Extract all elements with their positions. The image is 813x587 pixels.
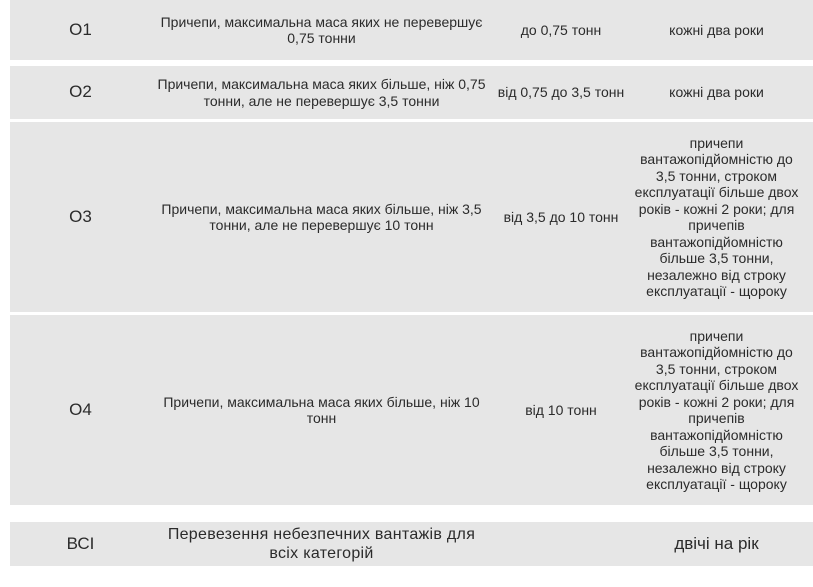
table-row-o2 (10, 66, 813, 119)
inspection-frequency: причепи вантажопідйомністю до 3,5 тонни, строком експлуатації більше двох років - кожні 2 роки; для причепів вантажопідйомністю більше 3,5 тонни, незалежно від строку експлуатації - щороку (634, 134, 799, 299)
category-code: O2 (69, 82, 92, 102)
max-mass: від 3,5 до 10 тонн (503, 208, 619, 225)
table-row-o3 (10, 122, 813, 312)
max-mass: від 0,75 до 3,5 тонн (497, 84, 625, 101)
category-code: O3 (69, 206, 92, 226)
category-code: O4 (69, 399, 92, 419)
category-code: O1 (69, 19, 92, 39)
max-mass: від 10 тонн (525, 401, 597, 418)
max-mass (492, 522, 630, 566)
inspection-frequency: кожні два роки (669, 84, 764, 101)
category-description: Перевезення небезпечних вантажів для всіх категорій (167, 526, 476, 562)
category-description: Причепи, максимальна маса яких не перевершує 0,75 тонни (160, 13, 483, 46)
category-code: ВСІ (66, 533, 95, 553)
inspection-frequency: двічі на рік (674, 533, 759, 553)
category-description: Причепи, максимальна маса яких більше, ніж 0,75 тонни, але не перевершує 3,5 тонни (157, 76, 486, 109)
max-mass: до 0,75 тонн (520, 21, 602, 38)
category-description: Причепи, максимальна маса яких більше, ніж 10 тонн (163, 393, 480, 426)
inspection-frequency: причепи вантажопідйомністю до 3,5 тонни, строком експлуатації більше двох років - кожні 2 роки; для причепів вантажопідйомністю більше 3,5 тонни, незалежно від строку експлуатації - щороку (634, 327, 799, 492)
table-row-o4 (10, 315, 813, 505)
table-row-all (10, 522, 813, 566)
category-description: Причепи, максимальна маса яких більше, ніж 3,5 тонни, але не перевершує 10 тонн (161, 200, 482, 233)
table-row-o1 (10, 0, 813, 60)
inspection-frequency: кожні два роки (669, 21, 764, 38)
